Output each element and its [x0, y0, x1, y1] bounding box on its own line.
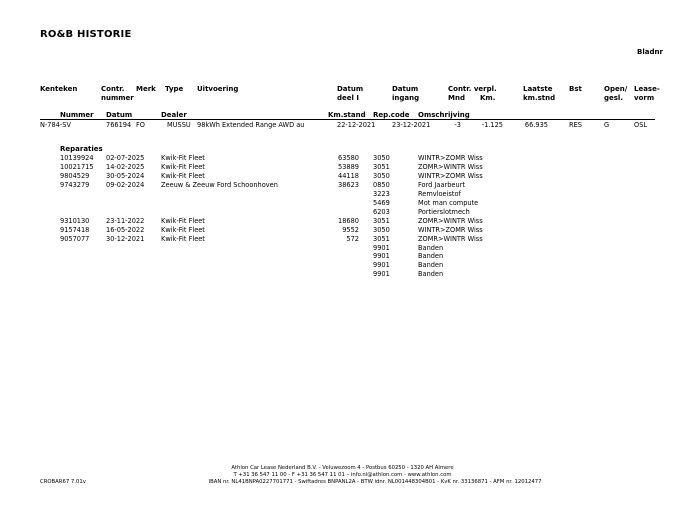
- vehicle-datum-deel: 22-12-2021: [337, 121, 376, 129]
- repair-kmstand: 44118: [338, 171, 359, 180]
- header-open-line1: Open/: [604, 85, 628, 93]
- repair-omschrijving: WINTR>ZOMR Wiss: [418, 154, 483, 162]
- header-divider: [40, 119, 655, 120]
- repair-datum: 09-02-2024: [106, 180, 145, 189]
- repair-nummer: 9310130: [60, 216, 90, 225]
- repair-repcode: 9901: [373, 252, 390, 261]
- header-km: Km.: [480, 94, 496, 102]
- repair-repcode: 5469: [373, 198, 390, 207]
- header-kmstand: Km.stand: [328, 111, 366, 119]
- header-datum-ingang: [392, 85, 419, 103]
- repair-nummer: 9804529: [60, 171, 90, 180]
- repair-nummer: 9743279: [60, 180, 90, 189]
- repair-datum: 30-05-2024: [106, 171, 145, 180]
- repair-datum: 14-02-2025: [106, 162, 145, 171]
- repair-kmstand: 63580: [338, 154, 359, 162]
- repair-repcode: 3051: [373, 162, 390, 171]
- repair-omschrijving: ZOMR>WINTR Wiss: [418, 234, 483, 243]
- repair-repcode: 3050: [373, 225, 390, 234]
- reparaties-label: Reparaties: [60, 145, 103, 153]
- footer-bank-details: IBAN nr. NL41BNPA0227701771 - Swiftadres BNPANL2A - BTW idnr. NL001448304B01 - KvK nr. 33136871 - AFM nr. 12012477: [208, 479, 542, 485]
- repair-dealer: Kwik-Fit Fleet: [161, 234, 205, 243]
- header-merk: Merk: [136, 85, 156, 93]
- repair-kmstand: 38623: [338, 180, 359, 189]
- header-contr-nummer: [101, 85, 134, 103]
- repair-datum: 02-07-2025: [106, 154, 145, 162]
- header-datum-ingang-line1: Datum: [392, 85, 419, 93]
- header-laatste-line2: km.stnd: [523, 94, 556, 102]
- vehicle-contract: 766194: [106, 121, 132, 129]
- repair-dealer: Kwik-Fit Fleet: [161, 225, 205, 234]
- header-type: Type: [165, 85, 184, 93]
- repair-omschrijving: Mot man compute: [418, 198, 479, 207]
- header-bst: Bst: [569, 85, 582, 93]
- vehicle-laatste-km: 66.935: [524, 121, 548, 129]
- repair-repcode: 3050: [373, 154, 390, 162]
- header-omschrijving: Omschrijving: [418, 111, 470, 119]
- repair-datum: 23-11-2022: [106, 216, 145, 225]
- repair-kmstand: 18680: [338, 216, 359, 225]
- repair-omschrijving: WINTR>ZOMR Wiss: [418, 171, 483, 180]
- bladnr-label: Bladnr: [637, 48, 663, 56]
- vehicle-km: -1.125: [481, 121, 503, 129]
- header-datum-deel: [337, 85, 363, 103]
- repair-dealer: Kwik-Fit Fleet: [161, 154, 205, 162]
- vehicle-leasevorm: OSL: [634, 121, 648, 129]
- header-dealer: Dealer: [161, 111, 187, 119]
- repair-omschrijving: Banden: [418, 252, 444, 261]
- repair-omschrijving: Banden: [418, 243, 444, 252]
- repair-omschrijving: Banden: [418, 261, 444, 270]
- repair-nummer: 9157418: [60, 225, 90, 234]
- repair-nummer: 10021715: [60, 162, 94, 171]
- repair-omschrijving: ZOMR>WINTR Wiss: [418, 216, 483, 225]
- footer-contact: T +31 36 547 11 00 - F +31 36 547 11 01 – info.nl@athlon.com - www.athlon.com: [233, 472, 452, 478]
- repair-nummer: 10139924: [60, 154, 94, 162]
- vehicle-kenteken: N-784-SV: [40, 121, 71, 129]
- repair-omschrijving: ZOMR>WINTR Wiss: [418, 162, 483, 171]
- header-datum: Datum: [106, 111, 133, 119]
- repair-omschrijving: Remvloeistof: [418, 189, 461, 198]
- repair-omschrijving: Portierslotmech: [418, 207, 470, 216]
- vehicle-merk: FO: [136, 121, 145, 129]
- header-datum-deel-line2: deel I: [337, 94, 359, 102]
- repair-dealer: Zeeuw & Zeeuw Ford Schoonhoven: [161, 180, 278, 189]
- vehicle-mnd: -3: [454, 121, 461, 129]
- header-nummer: Nummer: [60, 111, 94, 119]
- header-datum-deel-line1: Datum: [337, 85, 364, 93]
- header-leasevorm: [634, 85, 660, 103]
- repair-repcode: 9901: [373, 261, 390, 270]
- repair-repcode: 3050: [373, 171, 390, 180]
- repair-repcode: 0850: [373, 180, 390, 189]
- repair-dealer: Kwik-Fit Fleet: [161, 171, 205, 180]
- footer-address: Athlon Car Lease Nederland B.V. - Veluwezoom 4 - Postbus 60250 - 1320 AH Almere: [231, 465, 454, 471]
- header-contr-line2: nummer: [101, 94, 134, 102]
- header-datum-ingang-line2: ingang: [392, 94, 420, 102]
- header-repcode: Rep.code: [373, 111, 410, 119]
- repair-kmstand: 9552: [342, 225, 359, 234]
- repair-repcode: 9901: [373, 270, 390, 279]
- vehicle-datum-ingang: 23-12-2021: [392, 121, 431, 129]
- repair-omschrijving: Banden: [418, 270, 444, 279]
- vehicle-type: MUSSU: [167, 121, 191, 129]
- repair-dealer: Kwik-Fit Fleet: [161, 162, 205, 171]
- repair-repcode: 6203: [373, 207, 390, 216]
- repair-kmstand: 53889: [338, 162, 359, 171]
- header-laatste-line1: Laatste: [523, 85, 553, 93]
- header-kenteken: Kenteken: [40, 85, 78, 93]
- repair-omschrijving: Ford Jaarbeurt: [418, 180, 465, 189]
- repair-nummer: 9057077: [60, 234, 90, 243]
- header-laatste-km: [523, 85, 555, 103]
- header-mnd: Mnd: [448, 94, 465, 102]
- header-open-line2: gesl.: [604, 94, 623, 102]
- repair-datum: 16-05-2022: [106, 225, 145, 234]
- header-lease-line2: vorm: [634, 94, 655, 102]
- repair-dealer: Kwik-Fit Fleet: [161, 216, 205, 225]
- header-open-gesl: [604, 85, 627, 103]
- repair-omschrijving: WINTR>ZOMR Wiss: [418, 225, 483, 234]
- header-contr-verpl: Contr. verpl.: [448, 85, 497, 93]
- header-contr-line1: Contr.: [101, 85, 125, 93]
- footer-program-code: CROBAR67 7.01v: [40, 479, 86, 485]
- repair-repcode: 3051: [373, 234, 390, 243]
- repair-repcode: 3051: [373, 216, 390, 225]
- vehicle-bst: RES: [569, 121, 582, 129]
- repair-repcode: 9901: [373, 243, 390, 252]
- repair-datum: 30-12-2021: [106, 234, 145, 243]
- header-uitvoering: Uitvoering: [197, 85, 239, 93]
- repair-repcode: 3223: [373, 189, 390, 198]
- vehicle-open: G: [604, 121, 610, 129]
- repair-kmstand: 572: [346, 234, 359, 243]
- vehicle-uitvoering: 98kWh Extended Range AWD au: [197, 121, 305, 129]
- header-lease-line1: Lease-: [634, 85, 660, 93]
- page-title: RO&B HISTORIE: [40, 29, 132, 40]
